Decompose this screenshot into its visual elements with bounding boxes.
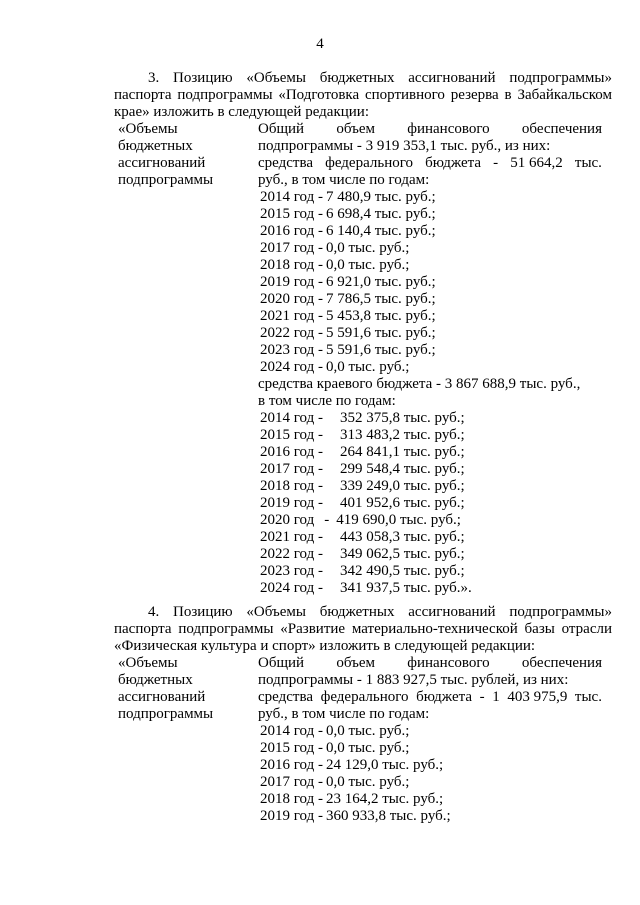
- year-row: [258, 206, 602, 223]
- total-line: [258, 655, 602, 672]
- year-row: [258, 774, 602, 791]
- position-label: [114, 655, 258, 825]
- year-amount: 352 375,8 тыс. руб.;: [340, 410, 465, 426]
- year-label: 2014 год -: [260, 189, 323, 205]
- year-amount: 401 952,6 тыс. руб.;: [340, 495, 465, 511]
- year-gap: [314, 512, 324, 529]
- year-row: [258, 427, 602, 444]
- year-amount: 443 058,3 тыс. руб.;: [340, 529, 465, 545]
- year-label: 2015 год -: [260, 206, 323, 222]
- year-row: [258, 529, 602, 546]
- word: тыс.: [574, 689, 602, 705]
- year-row: [258, 189, 602, 206]
- year-amount: 0,0 тыс. руб.;: [326, 257, 410, 273]
- word: средства: [258, 155, 314, 171]
- year-label: 2015 год -: [260, 740, 323, 756]
- year-row: [258, 546, 602, 563]
- year-label: 2023 год -: [260, 342, 323, 358]
- label-line: подпрограммы: [118, 172, 214, 188]
- year-row: [258, 223, 602, 240]
- year-label: 2024 год -: [260, 580, 323, 596]
- year-row: [258, 444, 602, 461]
- year-label: 2016 год -: [260, 757, 323, 773]
- year-row: [258, 478, 602, 495]
- total-line: [258, 121, 602, 138]
- section-4-intro: [114, 604, 612, 655]
- year-amount: 6 140,4 тыс. руб.;: [326, 223, 436, 239]
- year-row: [258, 342, 602, 359]
- label-line: «Объемы: [118, 655, 178, 671]
- word: финансового: [407, 121, 490, 137]
- word: тыс.: [574, 155, 602, 171]
- word: средства: [258, 689, 314, 705]
- word: обеспечения: [521, 655, 602, 671]
- regional-line-cont: в том числе по годам:: [258, 393, 396, 409]
- year-amount: 0,0 тыс. руб.;: [326, 740, 410, 756]
- year-amount: 299 548,4 тыс. руб.;: [340, 461, 465, 477]
- year-label: 2017 год -: [260, 774, 323, 790]
- year-row: [258, 512, 602, 529]
- year-label: 2020 год -: [260, 291, 323, 307]
- section-3: [114, 70, 612, 597]
- year-amount: 0,0 тыс. руб.;: [326, 359, 410, 375]
- year-label: 2016 год -: [260, 223, 323, 239]
- year-label: 2017 год -: [260, 461, 323, 477]
- year-amount: 342 490,5 тыс. руб.;: [340, 563, 465, 579]
- year-row: [258, 291, 602, 308]
- year-row: [258, 495, 602, 512]
- year-label: 2020 год: [260, 512, 315, 528]
- year-amount: 349 062,5 тыс. руб.;: [340, 546, 465, 562]
- word: 1: [492, 689, 500, 705]
- year-amount: 419 690,0 тыс. руб.;: [336, 512, 461, 528]
- year-label: 2015 год -: [260, 427, 323, 443]
- federal-line-cont: руб., в том числе по годам:: [258, 172, 430, 188]
- word: обеспечения: [521, 121, 602, 137]
- position-content: [258, 655, 612, 825]
- label-line: ассигнований: [118, 155, 206, 171]
- year-amount: 23 164,2 тыс. руб.;: [326, 791, 444, 807]
- year-label: 2022 год -: [260, 325, 323, 341]
- label-line: «Объемы: [118, 121, 178, 137]
- year-row: [258, 325, 602, 342]
- year-label: 2014 год -: [260, 410, 323, 426]
- page-number: 4: [316, 36, 324, 52]
- word: 51 664,2: [510, 155, 563, 171]
- word: финансового: [407, 655, 490, 671]
- intro-line: паспорта подпрограммы «Развитие материально-технической базы отрасли: [114, 621, 612, 637]
- federal-line-cont: руб., в том числе по годам:: [258, 706, 430, 722]
- label-line: подпрограммы: [118, 706, 214, 722]
- year-label: 2021 год -: [260, 308, 323, 324]
- label-line: ассигнований: [118, 689, 206, 705]
- year-amount: 339 249,0 тыс. руб.;: [340, 478, 465, 494]
- year-label: 2018 год -: [260, 257, 323, 273]
- word: бюджета: [425, 155, 482, 171]
- federal-line: [258, 689, 602, 706]
- word: федерального: [320, 689, 409, 705]
- year-label: 2023 год -: [260, 563, 323, 579]
- year-amount: 6 698,4 тыс. руб.;: [326, 206, 436, 222]
- year-row: [258, 359, 602, 376]
- year-amount: 5 591,6 тыс. руб.;: [326, 342, 436, 358]
- year-row: [258, 410, 602, 427]
- year-label: 2016 год -: [260, 444, 323, 460]
- year-label: 2014 год -: [260, 723, 323, 739]
- year-amount: 5 453,8 тыс. руб.;: [326, 308, 436, 324]
- year-amount: 341 937,5 тыс. руб.».: [340, 580, 472, 596]
- year-row: [258, 791, 602, 808]
- year-label: 2018 год -: [260, 791, 323, 807]
- year-row: [258, 461, 602, 478]
- section-3-intro: [114, 70, 612, 121]
- year-row: [258, 240, 602, 257]
- label-line: бюджетных: [118, 138, 193, 154]
- year-amount: 0,0 тыс. руб.;: [326, 723, 410, 739]
- intro-line: крае» изложить в следующей редакции:: [114, 104, 369, 120]
- position-label: [114, 121, 258, 597]
- word: -: [493, 155, 499, 171]
- year-amount: 0,0 тыс. руб.;: [326, 774, 410, 790]
- year-dash: -: [324, 512, 330, 528]
- year-row: [258, 308, 602, 325]
- word: -: [479, 689, 485, 705]
- intro-line: паспорта подпрограммы «Подготовка спортивного резерва в Забайкальском: [114, 87, 612, 103]
- label-line: бюджетных: [118, 672, 193, 688]
- year-amount: 6 921,0 тыс. руб.;: [326, 274, 436, 290]
- year-label: 2019 год -: [260, 274, 323, 290]
- year-label: 2019 год -: [260, 808, 323, 824]
- year-row: [258, 563, 602, 580]
- year-row: [258, 274, 602, 291]
- year-row: [258, 723, 602, 740]
- year-row: [258, 580, 602, 597]
- federal-line: [258, 155, 602, 172]
- word: бюджета: [416, 689, 473, 705]
- intro-line: 4. Позицию «Объемы бюджетных ассигнований подпрограммы»: [148, 604, 612, 620]
- regional-line: средства краевого бюджета - 3 867 688,9 тыс. руб.,: [258, 376, 581, 392]
- year-label: 2019 год -: [260, 495, 323, 511]
- year-amount: 264 841,1 тыс. руб.;: [340, 444, 465, 460]
- section-3-block: [114, 121, 612, 597]
- year-amount: 7 786,5 тыс. руб.;: [326, 291, 436, 307]
- word: объем: [336, 121, 375, 137]
- year-label: 2021 год -: [260, 529, 323, 545]
- year-amount: 5 591,6 тыс. руб.;: [326, 325, 436, 341]
- year-amount: 0,0 тыс. руб.;: [326, 240, 410, 256]
- year-amount: 360 933,8 тыс. руб.;: [326, 808, 451, 824]
- year-row: [258, 757, 602, 774]
- year-label: 2018 год -: [260, 478, 323, 494]
- section-4: [114, 604, 612, 825]
- position-content: [258, 121, 612, 597]
- year-label: 2017 год -: [260, 240, 323, 256]
- year-row: [258, 257, 602, 274]
- word: федерального: [325, 155, 414, 171]
- year-amount: 313 483,2 тыс. руб.;: [340, 427, 465, 443]
- year-row: [258, 740, 602, 757]
- total-amount-line: подпрограммы - 1 883 927,5 тыс. рублей, из них:: [258, 672, 569, 688]
- intro-line: «Физическая культура и спорт» изложить в следующей редакции:: [114, 638, 536, 654]
- intro-line: 3. Позицию «Объемы бюджетных ассигнований подпрограммы»: [148, 70, 612, 86]
- word: Общий: [258, 121, 305, 137]
- year-amount: 24 129,0 тыс. руб.;: [326, 757, 444, 773]
- year-amount: 7 480,9 тыс. руб.;: [326, 189, 436, 205]
- year-label: 2024 год -: [260, 359, 323, 375]
- word: объем: [336, 655, 375, 671]
- year-label: 2022 год -: [260, 546, 323, 562]
- word: 403 975,9: [507, 689, 568, 705]
- year-row: [258, 808, 602, 825]
- total-amount-line: подпрограммы - 3 919 353,1 тыс. руб., из них:: [258, 138, 551, 154]
- word: Общий: [258, 655, 305, 671]
- section-4-block: [114, 655, 612, 825]
